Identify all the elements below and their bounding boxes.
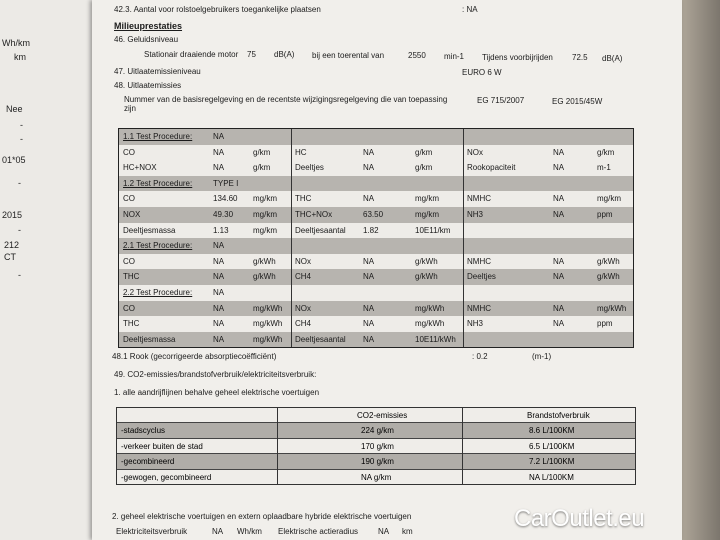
consumption-co2: 170 g/km	[361, 441, 394, 451]
emissions-cell: mg/km	[415, 209, 439, 219]
rook-unit: (m-1)	[532, 352, 552, 361]
emissions-cell: 10E11/km	[415, 225, 451, 235]
elec-unit: Wh/km	[237, 527, 262, 536]
emissions-row	[119, 129, 633, 145]
registration-document	[92, 0, 682, 540]
emissions-cell: NA	[213, 319, 225, 329]
emissions-row	[119, 285, 633, 301]
emissions-cell: mg/kWh	[253, 319, 283, 329]
emissions-cell: CH4	[295, 319, 312, 329]
consumption-table	[116, 407, 636, 485]
section-49-2: 2. geheel elektrische voertuigen en extern oplaadbare hybride elektrische voertuigen	[112, 512, 412, 521]
emissions-cell: NA	[213, 303, 225, 313]
toerental-value: 2550	[408, 51, 426, 60]
emissions-cell: m-1	[597, 163, 611, 173]
emissions-cell: NA	[553, 319, 565, 329]
emissions-row	[119, 223, 633, 239]
section-48: 48. Uitlaatemissies	[114, 81, 182, 90]
emissions-cell: 1.13	[213, 225, 229, 235]
emissions-cell: ppm	[597, 209, 613, 219]
emissions-cell: 1.2 Test Procedure:	[123, 178, 193, 188]
section-49: 49. CO2-emissies/brandstofverbruik/elektriciteitsverbruik:	[114, 370, 317, 379]
emissions-cell: 1.82	[363, 225, 379, 235]
emissions-cell: NA	[213, 272, 225, 282]
emissions-row	[119, 254, 633, 270]
elec-range-label: Elektrische actieradius	[278, 527, 359, 536]
emissions-cell: NA	[363, 303, 375, 313]
emissions-cell: 10E11/kWh	[415, 334, 456, 344]
emissions-cell: NMHC	[467, 194, 491, 204]
emissions-cell: g/km	[597, 147, 615, 157]
section-49-1: 1. alle aandrijflijnen behalve geheel elektrische voertuigen	[114, 388, 320, 397]
emissions-cell: NA	[363, 147, 375, 157]
emissions-cell: NOx	[467, 147, 483, 157]
voorbij-label: Tijdens voorbijrijden	[482, 53, 553, 62]
emissions-cell: g/km	[415, 147, 433, 157]
consumption-label: -gewogen, gecombineerd	[121, 472, 212, 482]
emissions-cell: NOx	[295, 256, 311, 266]
emissions-cell: g/kWh	[597, 256, 620, 266]
consumption-label: -gecombineerd	[121, 457, 175, 466]
emissions-cell: NMHC	[467, 303, 491, 313]
emissions-cell: Deeltjesmassa	[123, 225, 176, 235]
emissions-cell: NA	[213, 334, 225, 344]
emissions-cell: NA	[213, 256, 225, 266]
emissions-cell: THC	[295, 194, 312, 204]
emissions-cell: Deeltjesmassa	[123, 334, 176, 344]
emissions-cell: NA	[213, 147, 225, 157]
emissions-cell: NA	[213, 132, 225, 141]
emissions-cell: 1.1 Test Procedure:	[123, 132, 193, 141]
fuel-header: Brandstofverbruik	[527, 411, 590, 420]
left-page-edge	[0, 0, 92, 540]
emissions-cell: mg/kWh	[597, 303, 627, 313]
grid-divider	[463, 129, 464, 347]
emissions-cell: mg/kWh	[253, 334, 283, 344]
emissions-cell: TYPE I	[213, 178, 239, 188]
emissions-cell: NMHC	[467, 256, 491, 266]
consumption-row	[117, 422, 635, 438]
left-text: CT	[4, 252, 16, 262]
emissions-cell: CO	[123, 256, 135, 266]
consumption-header-row	[117, 408, 635, 422]
emissions-cell: 63.50	[363, 209, 384, 219]
emissions-cell: Rookopaciteit	[467, 163, 516, 173]
consumption-row	[117, 453, 635, 469]
left-text: -	[20, 134, 23, 144]
elec-range-value: NA	[378, 527, 390, 536]
emissions-cell: g/km	[253, 147, 271, 157]
emissions-cell: NA	[363, 272, 375, 282]
emissions-cell: mg/kWh	[415, 303, 445, 313]
emissions-cell: g/kWh	[253, 256, 276, 266]
emissions-cell: Deeltjesaantal	[295, 225, 346, 235]
section-47-value: EURO 6 W	[462, 68, 502, 77]
emissions-row	[119, 332, 633, 348]
emissions-cell: 2.2 Test Procedure:	[123, 287, 193, 297]
emissions-cell: CO	[123, 303, 135, 313]
emissions-cell: NA	[553, 256, 565, 266]
emissions-cell: THC	[123, 272, 140, 282]
emissions-cell: 49.30	[213, 209, 234, 219]
left-text: Nee	[6, 104, 23, 114]
emissions-cell: NOX	[123, 209, 141, 219]
emissions-cell: Deeltjes	[295, 163, 324, 173]
emissions-cell: NH3	[467, 319, 484, 329]
consumption-co2: 224 g/km	[361, 426, 394, 435]
milieu-title: Milieuprestaties	[114, 21, 183, 31]
emissions-row	[119, 145, 633, 161]
emissions-cell: 134.60	[213, 194, 238, 204]
emissions-cell: NA	[363, 256, 375, 266]
stationair-value: 75	[247, 50, 256, 59]
emissions-cell: HC	[295, 147, 307, 157]
emissions-cell: NA	[213, 241, 225, 251]
emissions-cell: mg/kWh	[253, 303, 283, 313]
emissions-cell: CO	[123, 194, 135, 204]
emissions-cell: NA	[363, 194, 375, 204]
emissions-cell: NA	[553, 272, 565, 282]
consumption-co2: 190 g/km	[361, 457, 394, 466]
emissions-cell: mg/km	[253, 209, 277, 219]
emissions-cell: g/kWh	[597, 272, 620, 282]
section-46: 46. Geluidsniveau	[114, 35, 179, 44]
emissions-cell: mg/km	[253, 225, 277, 235]
toerental-label: bij een toerental van	[312, 51, 385, 60]
emissions-cell: Deeltjes	[467, 272, 496, 282]
regulation-value-2: EG 2015/45W	[552, 97, 603, 106]
emissions-cell: g/kWh	[415, 272, 438, 282]
consumption-row	[117, 438, 635, 454]
emissions-cell: NA	[553, 147, 565, 157]
left-text: Wh/km	[2, 38, 30, 48]
emissions-cell: NA	[363, 334, 375, 344]
emissions-cell: NA	[363, 319, 375, 329]
caroutlet-watermark: CarOutlet.eu	[514, 505, 645, 532]
emissions-cell: g/kWh	[415, 256, 438, 266]
table-divider	[277, 408, 278, 484]
stationair-unit: dB(A)	[274, 50, 295, 59]
regulation-value-1: EG 715/2007	[477, 96, 525, 105]
left-text: -	[18, 270, 21, 280]
left-text: -	[18, 225, 21, 235]
emissions-cell: THC	[123, 319, 140, 329]
emissions-cell: NA	[553, 194, 565, 204]
co2-header: CO2-emissies	[357, 411, 408, 420]
emissions-cell: NH3	[467, 209, 484, 219]
stationair-label: Stationair draaiende motor	[144, 50, 239, 59]
consumption-fuel: 6.5 L/100KM	[529, 441, 575, 451]
emissions-cell: NA	[553, 303, 565, 313]
emissions-cell: CO	[123, 147, 135, 157]
emissions-cell: NA	[363, 163, 375, 173]
voorbij-value: 72.5	[572, 53, 588, 62]
emissions-row	[119, 191, 633, 207]
emissions-cell: g/km	[415, 163, 433, 173]
consumption-label: -stadscyclus	[121, 426, 166, 435]
left-text: 01*05	[2, 155, 26, 165]
rook-value: : 0.2	[472, 352, 488, 361]
emissions-cell: Deeltjesaantal	[295, 334, 346, 344]
left-text: 2015	[2, 210, 23, 220]
regulation-label: Nummer van de basisregelgeving en de recentste wijzigingsregelgeving die van toepassing	[124, 95, 448, 104]
emissions-row	[119, 269, 633, 285]
emissions-cell: 2.1 Test Procedure:	[123, 241, 193, 251]
elec-range-unit: km	[402, 527, 413, 536]
consumption-fuel: 7.2 L/100KM	[529, 457, 575, 466]
emissions-cell: mg/km	[253, 194, 277, 204]
emissions-row	[119, 176, 633, 192]
table-divider	[462, 408, 463, 484]
consumption-co2: NA g/km	[361, 472, 392, 482]
emissions-cell: g/kWh	[253, 272, 276, 282]
consumption-label: -verkeer buiten de stad	[121, 441, 203, 451]
section-47: 47. Uitlaatemissieniveau	[114, 67, 201, 76]
emissions-row	[119, 160, 633, 176]
emissions-cell: NOx	[295, 303, 311, 313]
voorbij-unit: dB(A)	[602, 54, 623, 63]
emissions-cell: CH4	[295, 272, 312, 282]
emissions-grid	[118, 128, 634, 348]
emissions-row	[119, 238, 633, 254]
grid-divider	[291, 129, 292, 347]
emissions-cell: g/km	[253, 163, 271, 173]
left-text: km	[14, 52, 26, 62]
emissions-row	[119, 301, 633, 317]
emissions-cell: mg/km	[415, 194, 439, 204]
left-text: -	[20, 120, 23, 130]
emissions-cell: mg/km	[597, 194, 621, 204]
elec-value: NA	[212, 527, 224, 536]
rook-label: 48.1 Rook (gecorrigeerde absorptiecoëfficiënt)	[112, 352, 277, 361]
left-text: 212	[4, 240, 20, 250]
emissions-cell: HC+NOX	[123, 163, 157, 173]
consumption-fuel: NA L/100KM	[529, 472, 574, 482]
consumption-row	[117, 469, 635, 485]
regulation-label-2: zijn	[124, 104, 137, 113]
emissions-cell: ppm	[597, 319, 613, 329]
emissions-row	[119, 316, 633, 332]
emissions-cell: mg/kWh	[415, 319, 445, 329]
emissions-row	[119, 207, 633, 223]
emissions-cell: NA	[213, 163, 225, 173]
emissions-cell: NA	[213, 287, 225, 297]
emissions-cell: THC+NOx	[295, 209, 333, 219]
section-42-3-value: : NA	[462, 5, 478, 14]
toerental-unit: min-1	[444, 52, 465, 61]
consumption-fuel: 8.6 L/100KM	[529, 426, 575, 435]
elec-label: Elektriciteitsverbruik	[116, 527, 188, 536]
section-42-3-label: 42.3. Aantal voor rolstoelgebruikers toegankelijke plaatsen	[114, 5, 321, 14]
left-text: -	[18, 178, 21, 188]
emissions-cell: NA	[553, 163, 565, 173]
emissions-cell: NA	[553, 209, 565, 219]
